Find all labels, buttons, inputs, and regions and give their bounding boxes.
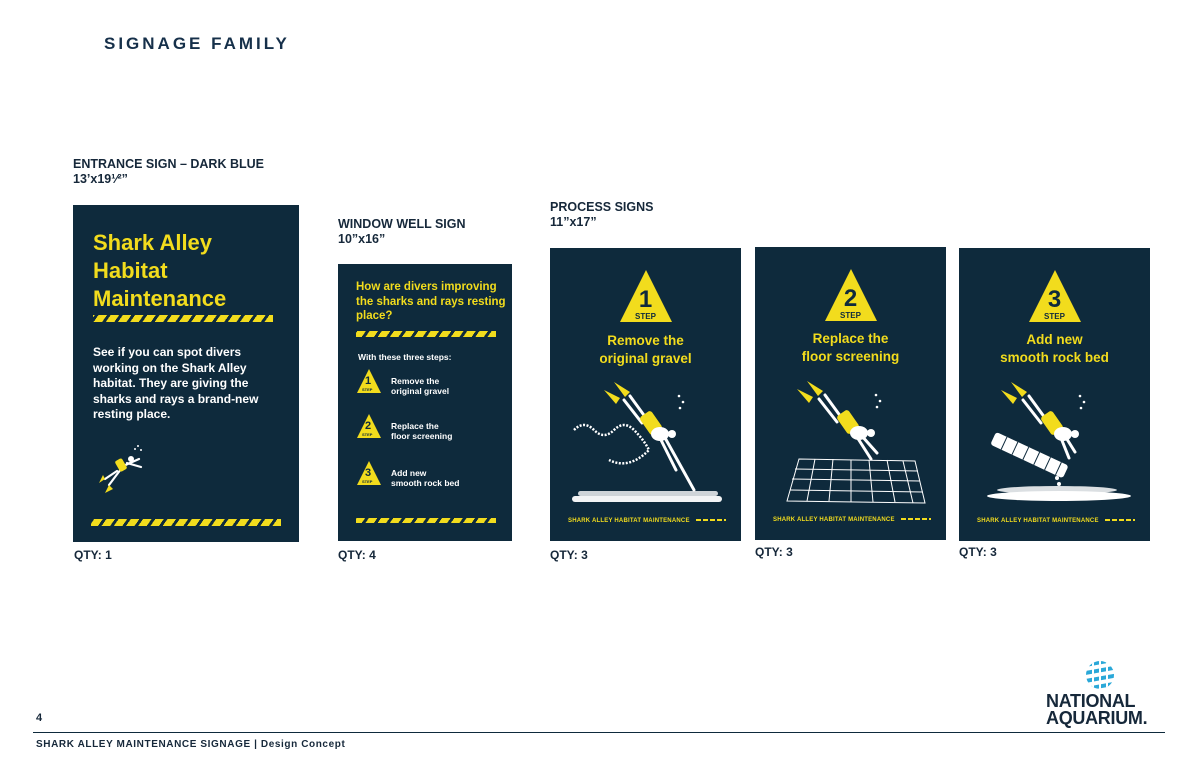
process-sign-1 xyxy=(550,248,741,541)
step-text xyxy=(391,468,459,488)
window-size: 10”x16” xyxy=(338,232,386,246)
process-qty-3: QTY: 3 xyxy=(959,545,997,559)
window-well-sign xyxy=(338,264,512,541)
window-question: How are divers improving the sharks and rays resting place? xyxy=(356,281,506,322)
process-title-line: Replace the xyxy=(812,331,889,346)
window-sign-label xyxy=(338,217,466,247)
diver-rock-illustration xyxy=(979,378,1139,508)
process-sign-3 xyxy=(959,248,1150,541)
window-step-1 xyxy=(356,368,496,400)
step-text xyxy=(391,376,449,396)
process-title xyxy=(959,331,1150,367)
step-number: 2 xyxy=(843,285,858,312)
window-with-steps: With these three steps: xyxy=(358,352,452,362)
national-aquarium-logo-icon xyxy=(1085,660,1115,690)
step-number: 3 xyxy=(365,467,372,479)
step-tag: STEP xyxy=(635,312,656,321)
step-line: Replace the xyxy=(391,421,439,431)
footer-dash xyxy=(901,518,931,520)
footer-dash xyxy=(1105,519,1135,521)
hazard-stripe xyxy=(93,315,273,322)
process-title xyxy=(550,332,741,368)
process-title-line: Add new xyxy=(1026,332,1083,347)
step-line: smooth rock bed xyxy=(391,478,460,488)
process-size: 11”x17” xyxy=(550,215,597,229)
process-title-line: smooth rock bed xyxy=(1000,350,1109,365)
step-tag: STEP xyxy=(362,432,373,437)
page-title: SIGNAGE FAMILY xyxy=(104,34,290,53)
step-tag: STEP xyxy=(362,479,373,484)
process-title xyxy=(755,330,946,366)
process-footer xyxy=(773,517,931,523)
step-line: Add new xyxy=(391,468,427,478)
hazard-stripe xyxy=(356,331,496,337)
step-number: 3 xyxy=(1047,286,1062,313)
entrance-title-line: Habitat xyxy=(93,258,168,283)
step-line: Remove the xyxy=(391,376,440,386)
national-aquarium-logo xyxy=(1046,693,1147,727)
diver-screen-illustration xyxy=(775,377,935,507)
step-line: original gravel xyxy=(391,386,450,396)
process-label-text: PROCESS SIGNS xyxy=(550,200,654,214)
window-step-3 xyxy=(356,460,496,492)
process-footer-text: SHARK ALLEY HABITAT MAINTENANCE xyxy=(977,518,1099,524)
process-qty-2: QTY: 3 xyxy=(755,545,793,559)
process-sign-2 xyxy=(755,247,946,540)
step-tag: STEP xyxy=(1044,312,1065,321)
logo-line: NATIONAL xyxy=(1046,691,1136,711)
footer-divider xyxy=(33,732,1165,733)
entrance-title xyxy=(93,229,226,313)
window-step-2 xyxy=(356,413,496,445)
logo-line: AQUARIUM. xyxy=(1046,708,1148,728)
step-number: 2 xyxy=(365,420,372,432)
page-number: 4 xyxy=(36,712,43,724)
process-title-line: Remove the xyxy=(607,333,684,348)
entrance-size: 13’x19¹⁄²” xyxy=(73,172,128,186)
step-number: 1 xyxy=(365,375,372,387)
step-tag: STEP xyxy=(840,311,861,320)
diver-vacuum-illustration xyxy=(564,378,729,510)
entrance-sign xyxy=(73,205,299,542)
entrance-title-line: Maintenance xyxy=(93,286,227,311)
entrance-title-line: Shark Alley xyxy=(93,230,213,255)
footer-dash xyxy=(696,519,726,521)
process-title-line: original gravel xyxy=(599,351,692,366)
step-tag: STEP xyxy=(362,387,373,392)
entrance-body: See if you can spot divers working on the Shark Alley habitat. They are giving the sharks and rays a brand-new resting place. xyxy=(93,345,259,421)
entrance-qty: QTY: 1 xyxy=(74,548,112,562)
entrance-sign-label xyxy=(73,157,264,187)
entrance-label-text: ENTRANCE SIGN – DARK BLUE xyxy=(73,157,264,171)
footer-text: SHARK ALLEY MAINTENANCE SIGNAGE | Design Concept xyxy=(36,739,346,750)
process-footer xyxy=(568,518,726,524)
process-footer-text: SHARK ALLEY HABITAT MAINTENANCE xyxy=(773,517,895,523)
step-line: floor screening xyxy=(391,431,453,441)
process-footer-text: SHARK ALLEY HABITAT MAINTENANCE xyxy=(568,518,690,524)
window-label-text: WINDOW WELL SIGN xyxy=(338,217,466,231)
diver-icon xyxy=(91,441,151,501)
process-qty-1: QTY: 3 xyxy=(550,548,588,562)
hazard-stripe xyxy=(91,519,281,526)
process-title-line: floor screening xyxy=(801,349,900,364)
hazard-stripe xyxy=(356,518,496,523)
process-footer xyxy=(977,518,1135,524)
process-signs-label xyxy=(550,200,654,230)
step-text xyxy=(391,421,452,441)
step-number: 1 xyxy=(638,286,653,313)
window-qty: QTY: 4 xyxy=(338,548,376,562)
